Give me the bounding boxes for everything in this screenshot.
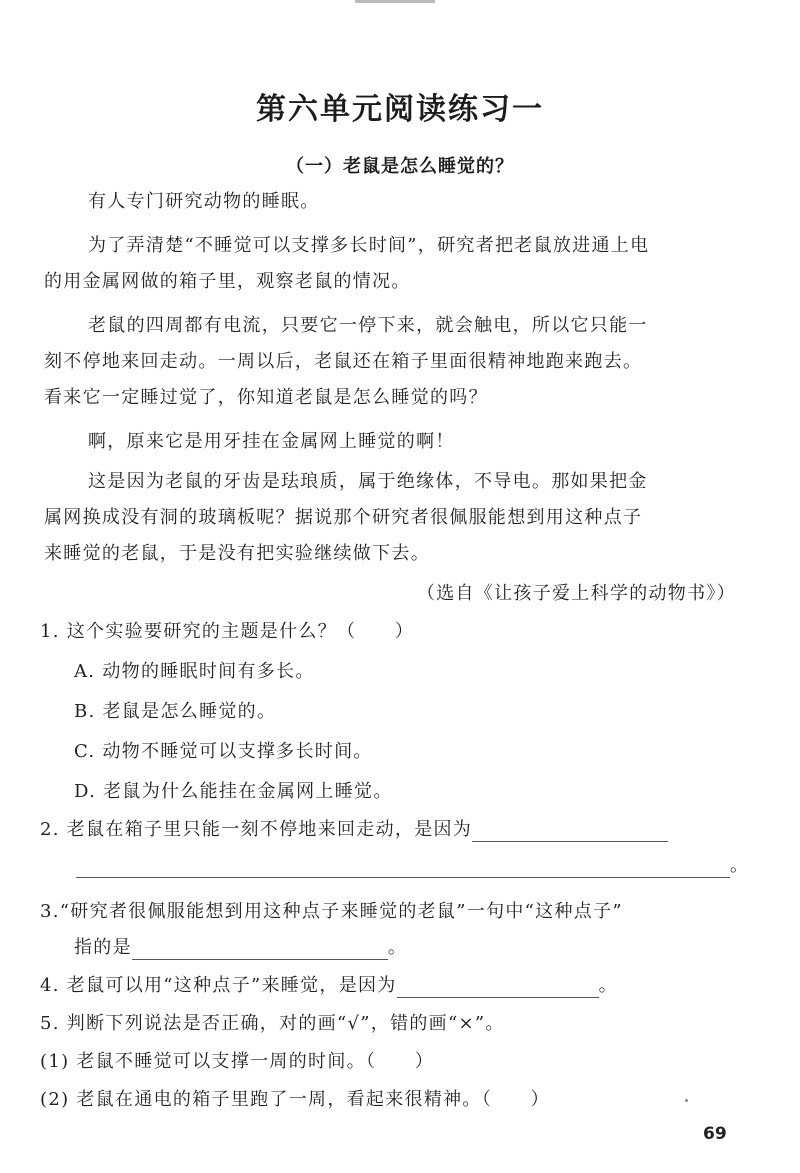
question-1-option-d[interactable]: D. 老鼠为什么能挂在金属网上睡觉。 <box>74 781 393 802</box>
question-4-end: 。 <box>598 975 618 996</box>
question-5-item-2[interactable]: (2) 老鼠在通电的箱子里跑了一周，看起来很精神。（ ） <box>40 1089 550 1110</box>
passage-line: 来睡觉的老鼠，于是没有把实验继续做下去。 <box>44 543 430 564</box>
passage-line: 有人专门研究动物的睡眠。 <box>88 191 320 212</box>
question-3-line-2 <box>74 936 407 960</box>
question-2-text: 2. 老鼠在箱子里只能一刻不停地来回走动，是因为 <box>40 819 473 840</box>
passage-line: 属网换成没有洞的玻璃板呢？据说那个研究者很佩服能想到用这种点子 <box>44 507 643 528</box>
passage-line: 这是因为老鼠的牙齿是珐琅质，属于绝缘体，不导电。那如果把金 <box>88 471 648 492</box>
passage-line: 的用金属网做的箱子里，观察老鼠的情况。 <box>44 271 411 292</box>
page-title: 第六单元阅读练习一 <box>256 92 544 127</box>
question-4-stem <box>40 974 618 998</box>
question-4-answer-blank[interactable] <box>397 977 599 998</box>
question-1-stem: 1. 这个实验要研究的主题是什么？（ ） <box>40 621 415 642</box>
question-3-answer-blank[interactable] <box>132 939 388 960</box>
question-5-stem: 5. 判断下列说法是否正确，对的画“√”，错的画“×”。 <box>40 1013 505 1034</box>
passage-heading: （一）老鼠是怎么睡觉的？ <box>286 156 514 177</box>
question-3-prefix: 指的是 <box>74 937 132 958</box>
passage-line: 啊，原来它是用牙挂在金属网上睡觉的啊！ <box>88 431 455 452</box>
question-2-end: 。 <box>730 855 750 876</box>
passage-line: 看来它一定睡过觉了，你知道老鼠是怎么睡觉的吗？ <box>44 387 488 408</box>
top-edge-mark <box>355 0 435 3</box>
question-4-text: 4. 老鼠可以用“这种点子”来睡觉，是因为 <box>40 975 397 996</box>
passage-line: 老鼠的四周都有电流，只要它一停下来，就会触电，所以它只能一 <box>88 315 648 336</box>
passage-source: （选自《让孩子爱上科学的动物书》） <box>416 583 736 604</box>
question-5-item-1[interactable]: (1) 老鼠不睡觉可以支撑一周的时间。（ ） <box>40 1051 435 1072</box>
question-3-stem: 3.“研究者很佩服能想到用这种点子来睡觉的老鼠”一句中“这种点子” <box>40 901 623 922</box>
question-2-answer-blank-2[interactable] <box>76 857 730 878</box>
question-2-continuation <box>76 854 749 878</box>
print-speck <box>685 1099 688 1102</box>
question-3-end: 。 <box>387 937 408 958</box>
question-1-option-b[interactable]: B. 老鼠是怎么睡觉的。 <box>74 701 277 722</box>
question-2-stem <box>40 818 668 842</box>
question-1-option-a[interactable]: A. 动物的睡眠时间有多长。 <box>74 661 315 682</box>
passage-line: 为了弄清楚“不睡觉可以支撑多长时间”，研究者把老鼠放进通上电 <box>88 235 650 256</box>
passage-line: 刻不停地来回走动。一周以后，老鼠还在箱子里面很精神地跑来跑去。 <box>44 351 643 372</box>
page-number: 69 <box>703 1124 727 1144</box>
question-1-option-c[interactable]: C. 动物不睡觉可以支撑多长时间。 <box>74 741 373 762</box>
question-2-answer-blank[interactable] <box>472 821 668 842</box>
